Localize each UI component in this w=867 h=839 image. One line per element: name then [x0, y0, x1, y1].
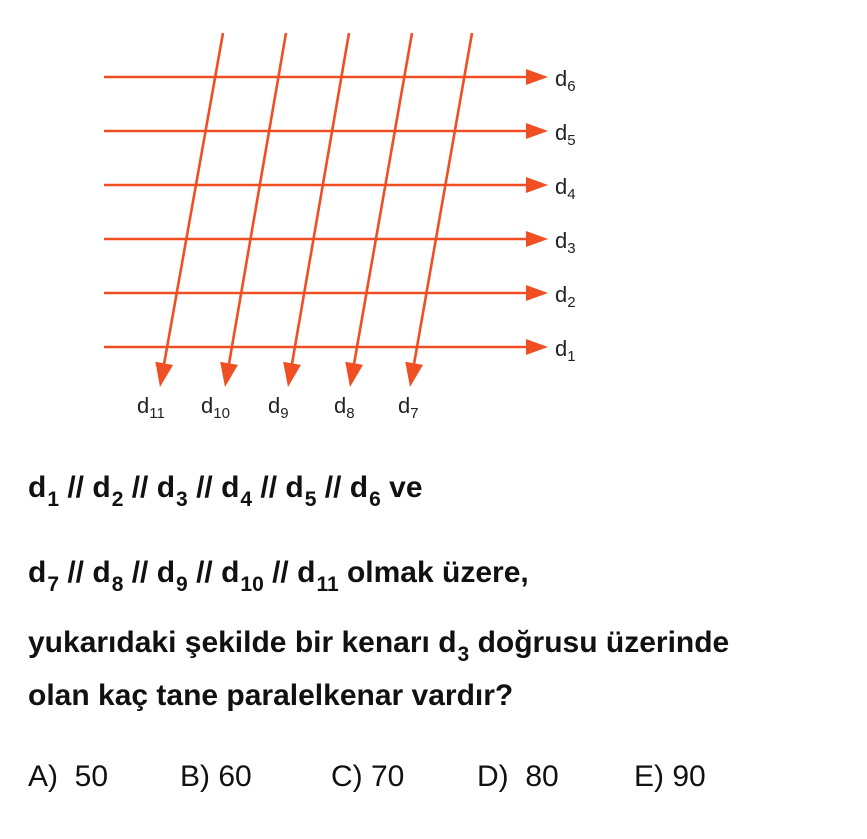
line-subscript: 7 [47, 573, 60, 596]
question-line-2 [28, 555, 529, 603]
slanted-line [229, 33, 286, 365]
question-text: // d [252, 471, 304, 504]
question-text: // d [316, 471, 369, 504]
option-d[interactable]: D) 80 [477, 760, 559, 793]
question-text: // d [123, 556, 176, 589]
question-text: d [28, 556, 47, 589]
arrow-right-icon [526, 339, 548, 355]
slanted-line-label: $d_7$ [398, 393, 419, 422]
question-text: ve [380, 471, 423, 504]
arrow-down-icon [405, 362, 423, 387]
arrow-down-icon [345, 362, 363, 387]
question-text: // d [187, 556, 240, 589]
horizontal-line-label: $d_1$ [555, 336, 576, 365]
arrow-down-icon [283, 362, 301, 387]
line-subscript: 8 [111, 573, 124, 596]
line-subscript: 3 [457, 643, 470, 666]
question-text: // d [123, 471, 176, 504]
slanted-line [292, 33, 349, 365]
line-subscript: 2 [111, 488, 124, 511]
horizontal-line-label: $d_6$ [555, 66, 576, 95]
line-subscript: 3 [176, 488, 188, 511]
question-text: olmak üzere, [338, 556, 529, 589]
option-e[interactable]: E) 90 [634, 760, 706, 793]
question-text: d [28, 471, 47, 504]
arrow-right-icon [526, 285, 548, 301]
question-line-3 [28, 625, 729, 673]
line-subscript: 11 [316, 573, 339, 596]
line-subscript: 5 [304, 488, 317, 511]
question-text: yukarıdaki şekilde bir kenarı d [28, 626, 457, 659]
arrow-right-icon [526, 231, 548, 247]
horizontal-line-label: $d_5$ [555, 120, 576, 149]
line-subscript: 4 [240, 488, 253, 511]
option-a[interactable]: A) 50 [28, 760, 109, 793]
horizontal-line-label: $d_3$ [555, 228, 576, 257]
slanted-line [354, 33, 412, 365]
slanted-line-label: $d_{11}$ [137, 393, 165, 422]
horizontal-line-label: $d_2$ [555, 282, 576, 311]
line-subscript: 10 [240, 573, 264, 596]
option-c[interactable]: C) 70 [331, 760, 405, 793]
question-text: // d [263, 556, 316, 589]
question-text: // d [59, 471, 111, 504]
horizontal-line-label: $d_4$ [555, 174, 576, 203]
slanted-line-label: $d_9$ [268, 393, 289, 422]
arrow-down-icon [155, 362, 173, 387]
slanted-line [164, 33, 223, 365]
option-b[interactable]: B) 60 [180, 760, 252, 793]
question-text: doğrusu üzerinde [469, 626, 730, 659]
arrow-right-icon [526, 177, 548, 193]
line-subscript: 6 [369, 488, 381, 511]
line-subscript: 1 [47, 488, 60, 511]
slanted-line-label: $d_8$ [334, 393, 355, 422]
question-text: // d [187, 471, 240, 504]
slanted-line-label: $d_{10}$ [201, 393, 230, 422]
question-text: olan kaç tane paralelkenar vardır? [28, 679, 514, 712]
line-subscript: 9 [176, 573, 188, 596]
question-line-1 [28, 470, 423, 518]
arrow-down-icon [220, 362, 238, 387]
slanted-line [414, 33, 472, 365]
question-text: // d [59, 556, 111, 589]
arrow-right-icon [526, 123, 548, 139]
question-line-4 [28, 678, 513, 714]
arrow-right-icon [526, 69, 548, 85]
